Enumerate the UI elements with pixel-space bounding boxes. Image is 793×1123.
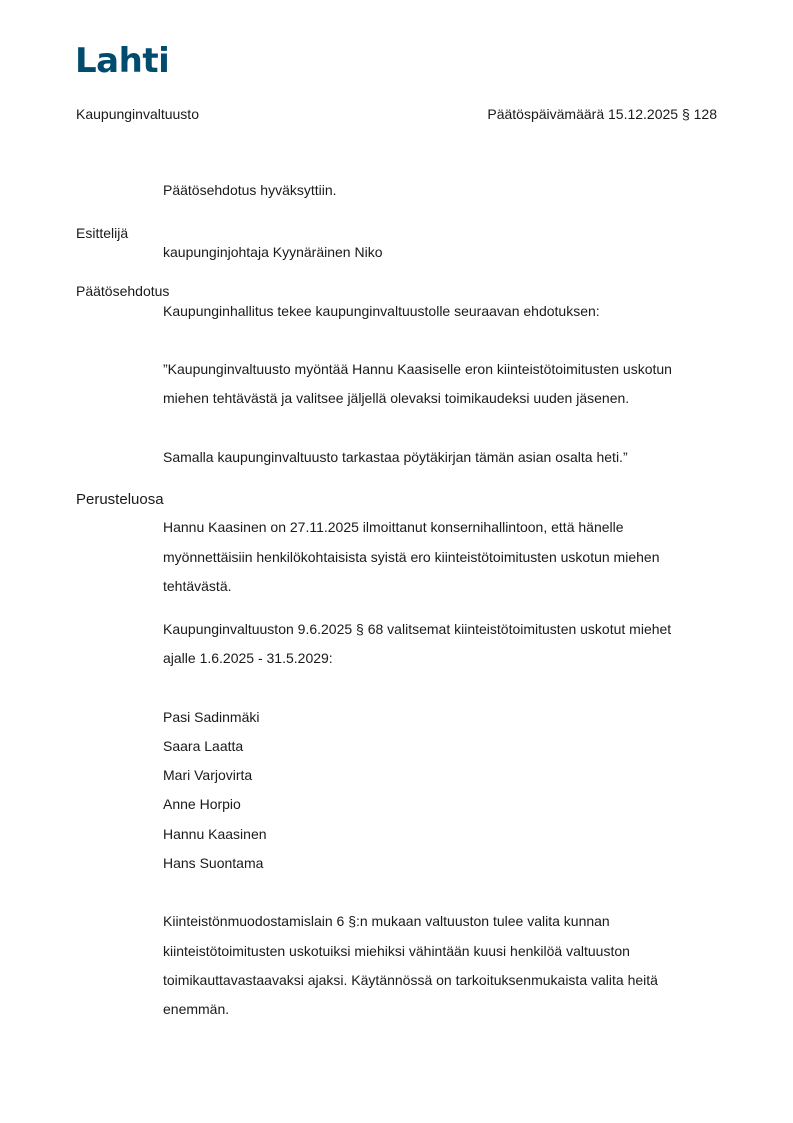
member-name: Hannu Kaasinen	[163, 826, 267, 842]
presenter-value: kaupunginjohtaja Kyynäräinen Niko	[163, 244, 383, 260]
organ-name: Kaupunginvaltuusto	[76, 106, 199, 122]
member-name: Pasi Sadinmäki	[163, 709, 260, 725]
reasoning-p2-line: ajalle 1.6.2025 - 31.5.2029:	[163, 650, 333, 666]
reasoning-p1-line: myönnettäisiin henkilökohtaisista syistä ero kiinteistötoimitusten uskotun miehen	[163, 549, 660, 565]
member-name: Hans Suontama	[163, 855, 264, 871]
reasoning-p3-line: enemmän.	[163, 1001, 230, 1017]
proposal-label: Päätösehdotus	[76, 283, 170, 299]
reasoning-p1-line: Hannu Kaasinen on 27.11.2025 ilmoittanut konsernihallintoon, että hänelle	[163, 519, 624, 535]
proposal-line: ”Kaupunginvaltuusto myöntää Hannu Kaasiselle eron kiinteistötoimitusten uskotun	[163, 361, 672, 377]
proposal-line: Samalla kaupunginvaltuusto tarkastaa pöytäkirjan tämän asian osalta heti.”	[163, 449, 628, 465]
decision-date: Päätöspäivämäärä 15.12.2025 § 128	[487, 106, 717, 122]
reasoning-p2-line: Kaupunginvaltuuston 9.6.2025 § 68 valitsemat kiinteistötoimitusten uskotut miehet	[163, 621, 672, 637]
proposal-intro: Kaupunginhallitus tekee kaupunginvaltuustolle seuraavan ehdotuksen:	[163, 303, 600, 319]
reasoning-p1-line: tehtävästä.	[163, 578, 232, 594]
reasoning-p3-line: Kiinteistönmuodostamislain 6 §:n mukaan valtuuston tulee valita kunnan	[163, 913, 610, 929]
proposal-line: miehen tehtävästä ja valitsee jäljellä olevaksi toimikaudeksi uuden jäsenen.	[163, 390, 630, 406]
reasoning-p3-line: kiinteistötoimitusten uskotuiksi miehiksi vähintään kuusi henkilöä valtuuston	[163, 943, 630, 959]
decision-text: Päätösehdotus hyväksyttiin.	[163, 182, 337, 198]
member-name: Mari Varjovirta	[163, 767, 253, 783]
lahti-logo: Lahti	[75, 41, 170, 81]
reasoning-label: Perusteluosa	[76, 491, 164, 508]
reasoning-p3-line: toimikauttavastaavaksi ajaksi. Käytännössä on tarkoituksenmukaista valita heitä	[163, 972, 658, 988]
member-name: Anne Horpio	[163, 796, 241, 812]
member-name: Saara Laatta	[163, 738, 244, 754]
presenter-label: Esittelijä	[76, 225, 129, 241]
